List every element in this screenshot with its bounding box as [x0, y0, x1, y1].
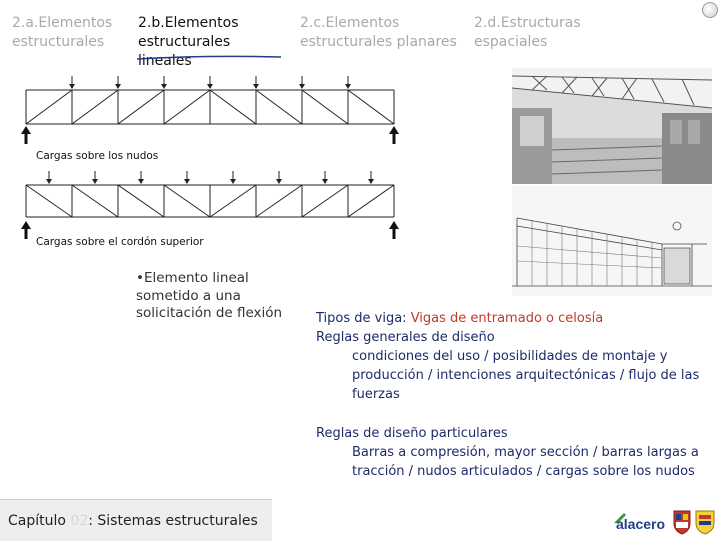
reglas-generales-line-1: condiciones del uso / posibilidades de montaje y	[352, 349, 668, 364]
reglas-particulares-line-2: tracción / nudos articulados / cargas sobre los nudos	[352, 464, 695, 479]
footer-bar	[0, 499, 272, 541]
chapter-number: 02	[70, 513, 89, 529]
tab-elementos-lineales[interactable]: 2.b.Elementos estructurales lineales	[138, 15, 239, 69]
active-tab-underline	[136, 55, 282, 60]
reglas-particulares-heading: Reglas de diseño particulares	[316, 426, 508, 441]
reglas-particulares-line-1: Barras a compresión, mayor sección / barras largas a	[352, 445, 699, 460]
chapter-prefix: Capítulo	[8, 513, 71, 529]
chapter-suffix: : Sistemas estructurales	[88, 513, 258, 529]
bullet-elemento-lineal: •Elemento lineal sometido a una solicitación de flexión	[136, 270, 283, 321]
truss-diagram-top-chord-loads	[18, 165, 408, 245]
caption-top-chord-loads: Cargas sobre el cordón superior	[36, 236, 204, 248]
caption-nodal-loads: Cargas sobre los nudos	[36, 150, 159, 162]
tipos-value: Vigas de entramado o celosía	[410, 311, 604, 326]
alacero-logo	[612, 509, 670, 533]
building-section-drawing	[512, 186, 712, 296]
reglas-generales-heading: Reglas generales de diseño	[316, 330, 495, 345]
svg-text:alacero: alacero	[616, 516, 666, 532]
university-crest-icon	[672, 509, 692, 535]
corner-button[interactable]	[702, 2, 718, 18]
tipos-de-viga-line	[316, 309, 603, 328]
tipos-label: Tipos de viga:	[316, 311, 411, 326]
interior-truss-photo	[512, 68, 712, 184]
reglas-generales-line-3: fuerzas	[352, 387, 400, 402]
tab-elementos-estructurales[interactable]: 2.a.Elementos estructurales	[12, 15, 113, 50]
reglas-generales-line-2: producción / intenciones arquitectónicas / flujo de las	[352, 368, 700, 383]
faculty-crest-icon	[694, 509, 716, 535]
tab-estructuras-espaciales[interactable]: 2.d.Estructuras espaciales	[474, 15, 581, 50]
chapter-label	[8, 513, 258, 529]
truss-diagram-nodal-loads	[18, 72, 408, 152]
tab-elementos-planares[interactable]: 2.c.Elementos estructurales planares	[300, 15, 457, 50]
